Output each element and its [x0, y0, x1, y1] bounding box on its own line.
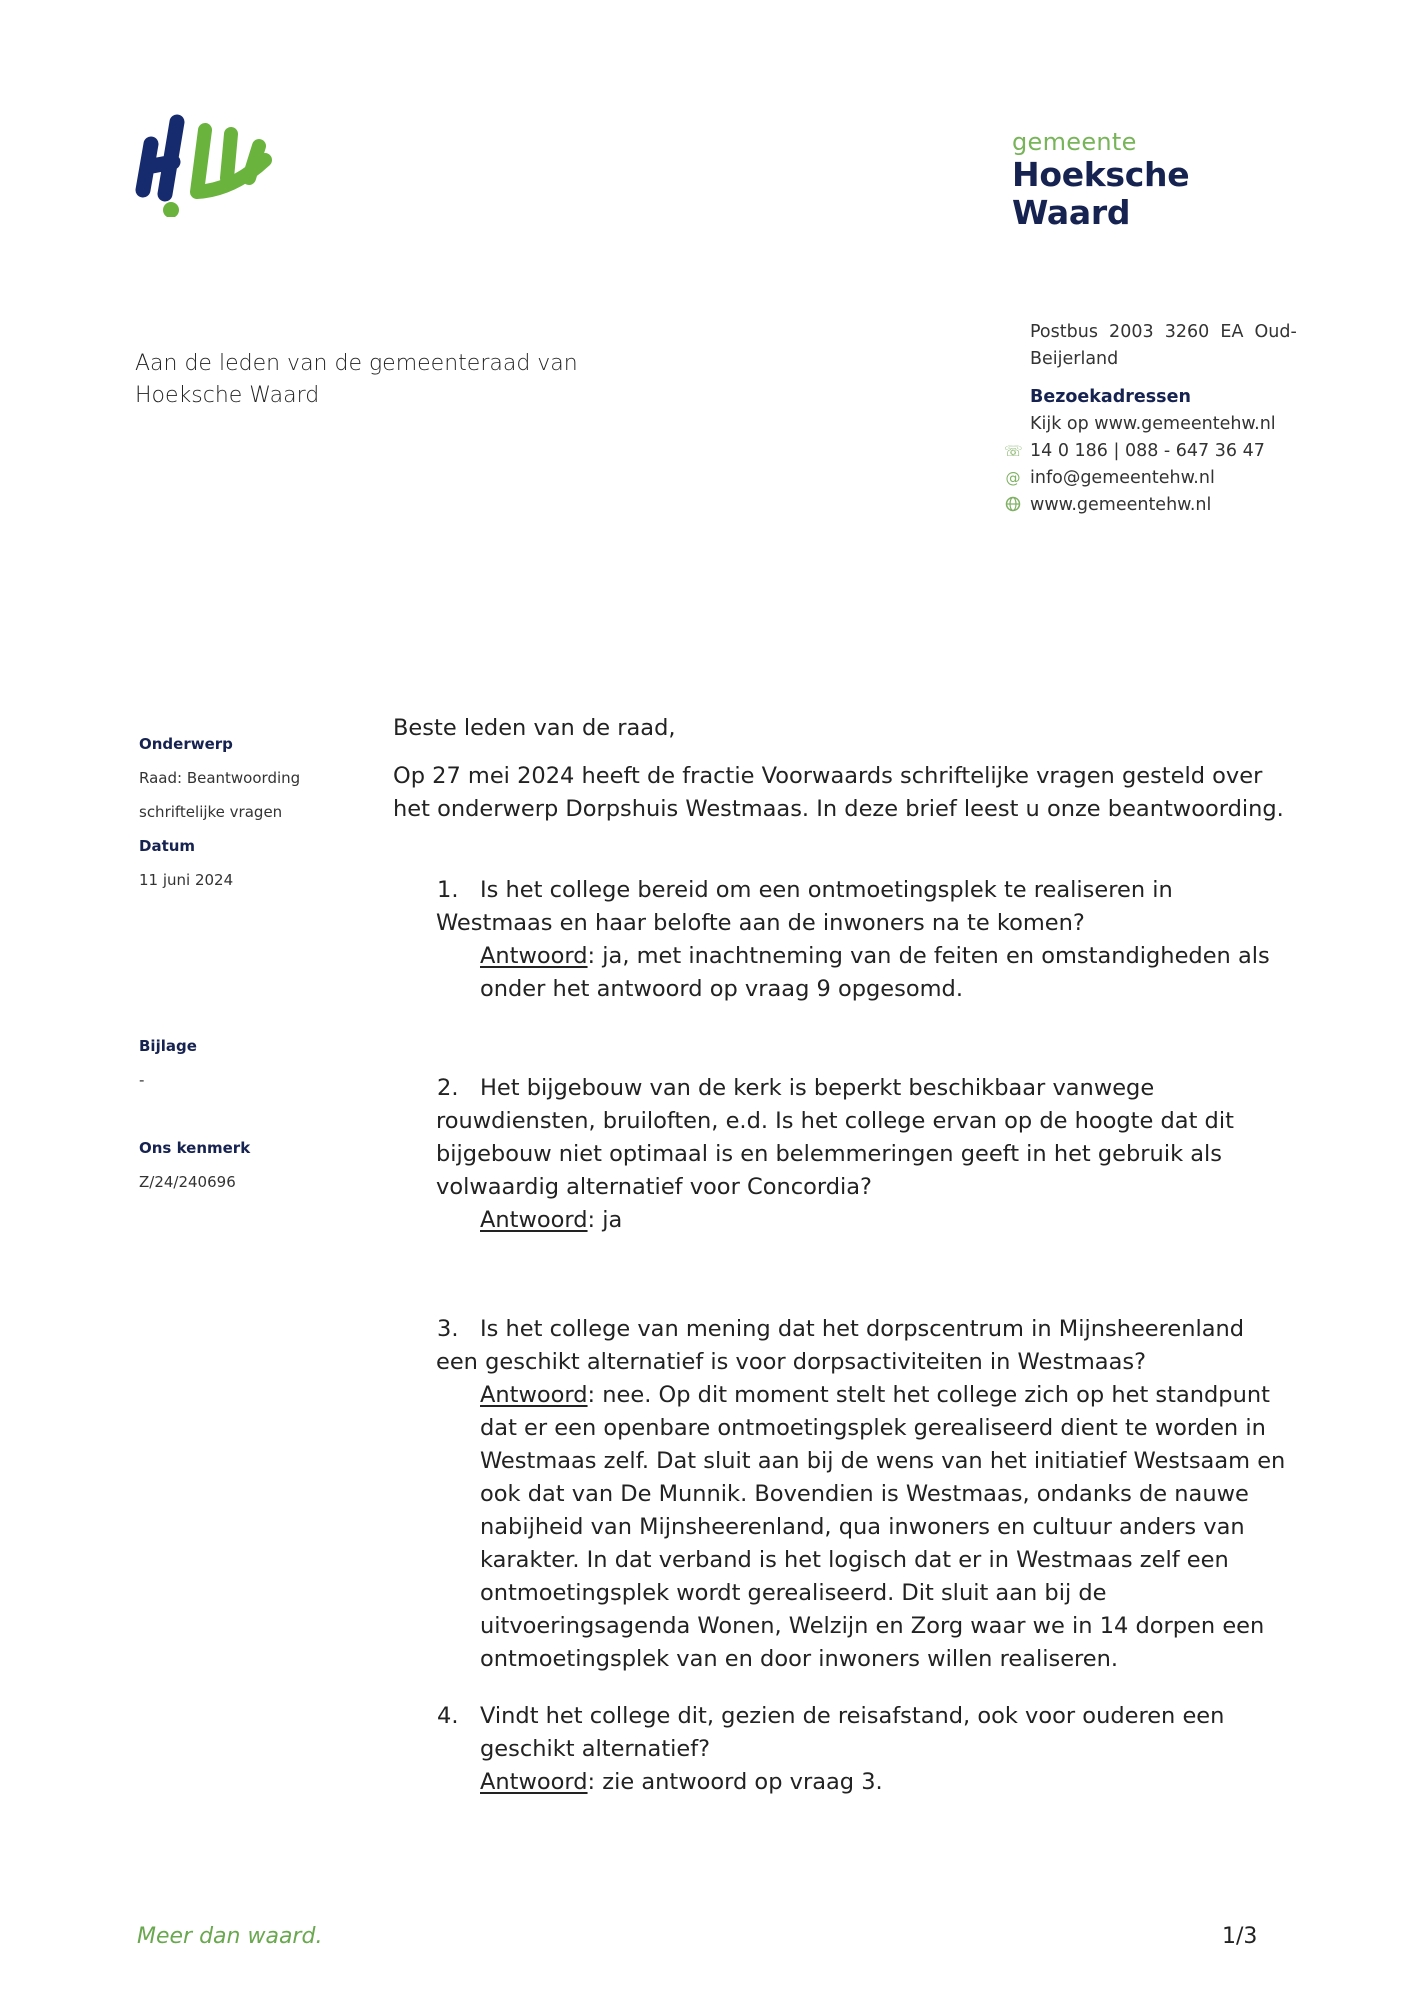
answer	[480, 1379, 1293, 1676]
reference-label: Ons kenmerk	[139, 1139, 251, 1157]
attachment-label: Bijlage	[139, 1037, 197, 1055]
postbus-line-2: Beijerland	[1030, 349, 1119, 369]
visit-value: Kijk op www.gemeentehw.nl	[1030, 414, 1276, 434]
recipient-line-2: Hoeksche Waard	[135, 383, 320, 408]
question-number: 1.	[437, 877, 459, 903]
answer-text: : ja	[587, 1207, 623, 1233]
email-link[interactable]: info@gemeentehw.nl	[1030, 468, 1215, 488]
subject-value-1: Raad: Beantwoording	[139, 769, 301, 787]
subject-label: Onderwerp	[139, 735, 233, 753]
globe-icon	[1004, 496, 1022, 514]
question-item	[393, 1313, 1293, 1676]
answer-text: : zie antwoord op vraag 3.	[587, 1769, 883, 1795]
question-text: Is het college van mening dat het dorpscentrum in Mijnsheerenland een geschikt alternatief is voor dorpsactiviteiten in Westmaas?	[436, 1316, 1245, 1375]
brand-main: Hoeksche Waard	[1012, 155, 1190, 232]
question-item	[393, 874, 1293, 1006]
question-text: Is het college bereid om een ontmoetingsplek te realiseren in Westmaas en haar belofte aan de inwoners na te komen?	[436, 877, 1173, 936]
answer-label: Antwoord	[480, 1382, 588, 1408]
subject-value-2: schriftelijke vragen	[139, 803, 283, 821]
footer-tagline: Meer dan waard.	[137, 1924, 323, 1949]
salutation: Beste leden van de raad,	[393, 715, 676, 741]
attachment-value: -	[139, 1071, 145, 1089]
answer	[480, 1766, 1293, 1799]
municipality-wordmark	[1012, 128, 1302, 232]
page-number: 1/3	[1222, 1924, 1258, 1949]
question-list	[393, 874, 1293, 1799]
postbus-line-1: Postbus 2003 3260 EA Oud-	[1030, 322, 1297, 342]
recipient-line-1: Aan de leden van de gemeenteraad van	[135, 351, 578, 376]
address-block	[1004, 319, 1297, 519]
at-icon: @	[1005, 469, 1021, 487]
answer	[480, 940, 1293, 1006]
phone-row	[1004, 438, 1295, 465]
letter-body	[393, 712, 1293, 1799]
answer-label: Antwoord	[480, 1769, 588, 1795]
intro-paragraph: Op 27 mei 2024 heeft de fractie Voorwaards schriftelijke vragen gesteld over het onderwerp Dorpshuis Westmaas. In deze brief leest u onze beantwoording.	[393, 763, 1284, 822]
question-number: 2.	[437, 1075, 459, 1101]
question-number: 3.	[437, 1316, 459, 1342]
question-number: 4.	[437, 1703, 459, 1729]
phone-icon: ☏	[1004, 442, 1023, 460]
letter-meta	[139, 727, 339, 1199]
question-item	[393, 1072, 1293, 1237]
email-row[interactable]	[1005, 465, 1295, 492]
reference-value: Z/24/240696	[139, 1173, 236, 1191]
phone-number: 14 0 186 | 088 - 647 36 47	[1030, 441, 1265, 461]
question-text: Vindt het college dit, gezien de reisafstand, ook voor ouderen een geschikt alternatief?	[480, 1703, 1225, 1762]
answer-text: : nee. Op dit moment stelt het college zich op het standpunt dat er een openbare ontmoetingsplek gerealiseerd dient te worden in Westmaas zelf. Dat sluit aan bij de wens van het initiatief Westsaam en ook dat van De Munnik. Bovendien is Westmaas, ondanks de nauwe nabijheid van Mijnsheerenland, qua inwoners en cultuur anders van karakter. In dat verband is het logisch dat er in Westmaas zelf een ontmoetingsplek wordt gerealiseerd. Dit sluit aan bij de uitvoeringsagenda Wonen, Welzijn en Zorg waar we in 14 dorpen een ontmoetingsplek van en door inwoners willen realiseren.	[480, 1382, 1286, 1672]
date-label: Datum	[139, 837, 196, 855]
answer-label: Antwoord	[480, 943, 588, 969]
hw-logo-icon	[133, 112, 283, 217]
website-link[interactable]: www.gemeentehw.nl	[1030, 495, 1212, 515]
answer-text: : ja, met inachtneming van de feiten en omstandigheden als onder het antwoord op vraag 9 opgesomd.	[480, 943, 1270, 1002]
date-value: 11 juni 2024	[139, 871, 234, 889]
recipient-block	[135, 348, 578, 412]
question-item	[393, 1700, 1293, 1799]
question-text: Het bijgebouw van de kerk is beperkt beschikbaar vanwege rouwdiensten, bruiloften, e.d. Is het college ervan op de hoogte dat dit bijgebouw niet optimaal is en belemmeringen geeft in het gebruik als volwaardig alternatief voor Concordia?	[436, 1075, 1234, 1200]
brand-sub: gemeente	[1012, 128, 1137, 156]
answer-label: Antwoord	[480, 1207, 588, 1233]
visit-label: Bezoekadressen	[1030, 387, 1191, 407]
web-row[interactable]	[1030, 492, 1295, 519]
answer	[480, 1204, 1293, 1237]
